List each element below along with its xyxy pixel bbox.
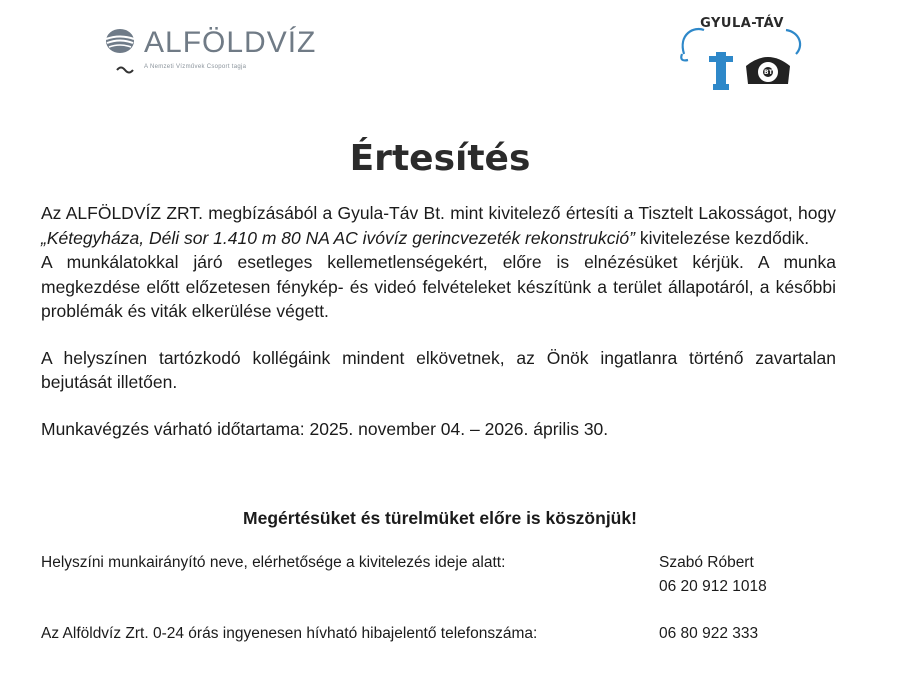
- notice-paragraph-2: A munkálatokkal járó esetleges kellemetlenségekért, előre is elnézésüket kérjük. A munka megkezdése előtt előzetesen fénykép- és videó felvételeket készítünk a terület állapotáról, a későbbi problémák és viták elkerülése végett.: [41, 252, 836, 321]
- alfoldviz-brand-text: ALFÖLDVÍZ: [144, 26, 317, 59]
- notice-paragraph-3: A helyszínen tartózkodó kollégáink mindent elkövetnek, az Önök ingatlanra történő zavartalan bejutását illetően.: [41, 347, 836, 392]
- gyula-tav-badge: BT: [764, 69, 773, 76]
- hotline-phone[interactable]: 06 80 922 333: [659, 625, 759, 642]
- alfoldviz-tagline: A Nemzeti Vízművek Csoport tagja: [144, 64, 247, 70]
- site-manager-label: Helyszíni munkairányító neve, elérhetősége a kivitelezés ideje alatt:: [41, 554, 506, 571]
- outro-text: kivitelezése kezdődik.: [634, 227, 810, 248]
- closing-text: Megértésüket és türelmüket előre is köszönjük!: [243, 508, 637, 528]
- notice-paragraph-1: [41, 201, 836, 250]
- duration-text: Munkavégzés várható időtartama: 2025. november 04. – 2026. április 30.: [41, 418, 609, 439]
- intro-text: Az ALFÖLDVÍZ ZRT. megbízásából a Gyula-Táv Bt. mint kivitelező értesíti a Tisztelt Lakosságot, hogy: [41, 203, 836, 223]
- hotline-label: Az Alföldvíz Zrt. 0-24 órás ingyenesen hívható hibajelentő telefonszáma:: [41, 625, 538, 642]
- gyula-tav-logo: [676, 12, 806, 100]
- wave-icon: [116, 64, 138, 74]
- notice-body: [41, 201, 836, 441]
- site-manager-name: Szabó Róbert: [659, 554, 754, 571]
- site-manager-phone[interactable]: 06 20 912 1018: [659, 578, 767, 595]
- alfoldviz-logo: [104, 24, 344, 80]
- water-drop-icon: [104, 28, 136, 54]
- project-name: „Kétegyháza, Déli sor 1.410 m 80 NA AC ivóvíz gerincvezeték rekonstrukció”: [41, 227, 635, 248]
- page-title: Értesítés: [349, 138, 531, 179]
- gyula-tav-brand-text: GYULA-TÁV: [700, 16, 784, 31]
